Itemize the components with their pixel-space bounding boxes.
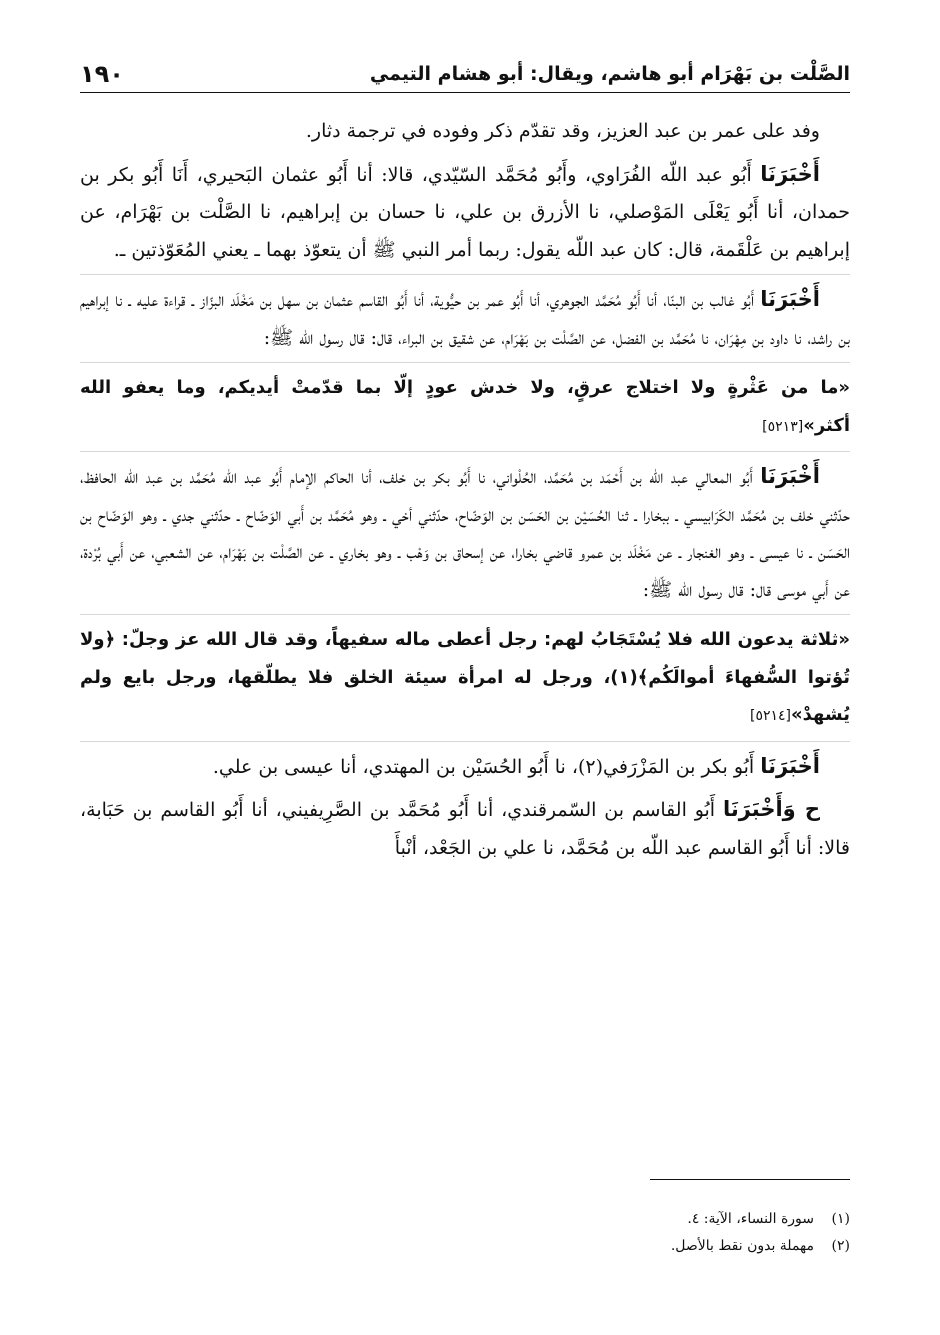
footnote-number: (٢) [831, 1238, 850, 1254]
footnote-rule [650, 1179, 850, 1180]
hadith-text [80, 614, 850, 736]
page-number: ١٩٠ [80, 60, 124, 88]
header-rule [80, 92, 850, 93]
paragraph-lead: أَخْبَرَنَا [760, 287, 820, 311]
paragraph [80, 451, 850, 609]
hadith-reference: [٥٢١٤] [750, 708, 792, 724]
paragraph [80, 156, 850, 270]
hadith-text [80, 362, 850, 446]
paragraph-text: وفد على عمر بن عبد العزيز، وقد تقدّم ذكر وفوده في ترجمة دثار. [305, 120, 820, 142]
paragraph-lead: أَخْبَرَنَا [760, 464, 820, 488]
footnote-text: مهملة بدون نقط بالأصل. [670, 1238, 814, 1254]
footnotes [80, 1206, 850, 1260]
paragraph-text: أَبُو بكر بن المَزْرَفي(٢)، نا أَبُو الحُسَيْن بن المهتدي، أنا عيسى بن علي. [212, 755, 761, 778]
hadith-body: «ثلاثة يدعون الله فلا يُسْتَجَابُ لهم: رجل أعطى ماله سفيهاً، وقد قال الله عز وجلّ: ﴿ولا تُؤتوا السُّفهاءَ أموالَكُم﴾(١)، ورجل له امرأة سيئة الخلق فلا يطلّقها، ورجل بايع ولم يُشهدْ» [80, 629, 850, 725]
footnote [80, 1233, 850, 1260]
hadith-body: «ما من عَثْرةٍ ولا اختلاج عرقٍ، ولا خدش عودٍ إلّا بما قدّمتْ أيديكم، وما يعفو الله أكثر» [80, 377, 850, 436]
paragraph-text: أَبُو المعالي عبد الله بن أَحْمَد بن مُحَمَّد، الحُلْواني، نا أَبُو بكر بن خلف، أنا الحاكم الإمام أَبُو عبد اللّه مُحَمَّد بن عبد اللّه الحافظ، حدّثني خلف بن مُحَمَّد الكَرَابيسي ـ ببخارا ـ ثنا الحُسَيْن بن الحَسَن بن الوَضّاح، حدّثني أخي ـ وهو مُحَمَّد بن أَبي الوَضّاح ـ حدّثني جدي ـ وهو الوَضّاح بن الحَسَن ـ نا عيسى ـ وهو الغنجار ـ عن مَخْلَد بن عمرو قاضي بخارا، عن إسحاق بن وَهْب ـ وهو بخاري ـ عن الصَّلْت بن بَهْرَام، عن الشعبي، عن أَبي بُرْدة، عن أَبي موسى قال: قال رسول الله ﷺ: [80, 466, 850, 601]
footnote-text: سورة النساء، الآية: ٤. [687, 1211, 814, 1227]
paragraph-lead: ح وَأَخْبَرَنَا [722, 797, 820, 821]
page-header [80, 56, 850, 92]
paragraph-text: أَبُو غالب بن البنّا، أنا أَبُو مُحَمَّد الجوهري، أنا أَبُو عمر بن حيُّوية، أنا أَبُو القاسم عثمان بن سهل بن مَخْلَد البزّاز ـ قراءة عليه ـ نا إبراهيم بن راشد، نا داود بن مِهْرَان، نا مُحَمَّد بن الفضل، عن الصَّلْت بن بَهْرَام، عن شقيق بن البراء، قال: قال رسول الله ﷺ: [80, 289, 850, 349]
running-title: الصَّلْت بن بَهْرَام أبو هاشم، ويقال: أبو هشام التيمي [369, 63, 850, 85]
hadith-reference: [٥٢١٣] [762, 418, 804, 435]
paragraph-lead: أَخْبَرَنَا [760, 161, 820, 186]
paragraph [80, 741, 850, 787]
footnote-number: (١) [831, 1211, 850, 1227]
paragraph [80, 112, 850, 151]
paragraph-text: أَبُو القاسم بن السّمرقندي، أنا أَبُو مُحَمَّد بن الصَّرِيفيني، أنا أَبُو القاسم بن حَبَابة، قالا: أنا أَبُو القاسم عبد اللّه بن مُحَمَّد، نا علي بن الجَعْد، أنْبأَ [80, 799, 850, 859]
paragraph-text: أَبُو عبد اللّه الفُرَاوي، وأَبُو مُحَمَّد السّيّدي، قالا: أنا أَبُو عثمان البَحيري، أَنَا أَبُو بكر بن حمدان، أنا أَبُو يَعْلَى المَوْصلي، نا الأزرق بن علي، نا حسان بن إبراهيم، نا الصَّلْت بن بَهْرَام، عن إبراهيم بن عَلْقَمة، قال: كان عبد اللّه يقول: ربما أمر النبي ﷺ أن يتعوّذ بهما ـ يعني المُعَوّذتين ـ. [80, 163, 850, 261]
paragraph [80, 274, 850, 357]
main-text [80, 112, 850, 872]
paragraph-lead: أَخْبَرَنَا [760, 753, 820, 778]
footnote [80, 1206, 850, 1233]
paragraph [80, 791, 850, 867]
